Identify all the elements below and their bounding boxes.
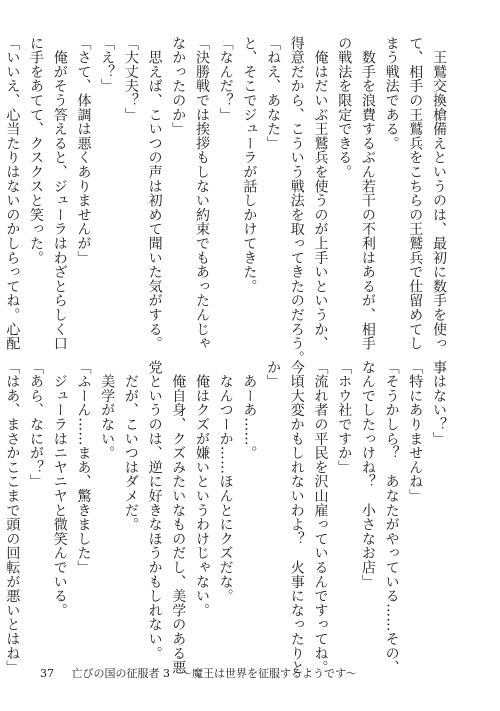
text-line: 「決勝戦では挨拶もしない約束でもあったんじゃ bbox=[193, 36, 210, 351]
text-line: 「ホウ社ですか」 bbox=[336, 360, 353, 475]
text-block-top bbox=[0, 36, 450, 365]
text-line: 「ねえ、あなた」 bbox=[265, 36, 282, 151]
text-line: なんでしたっけね？ 小さなお店」 bbox=[359, 360, 376, 589]
text-line: 「特にありませんね」 bbox=[407, 360, 424, 503]
book-title: 亡びの国の征服者 3 ～魔王は世界を征服するようです～ bbox=[71, 667, 357, 680]
text-line: て、相手の王鷲兵をこちらの王鷲兵で仕留めてし bbox=[407, 36, 424, 351]
text-line: 王鷲交換槍備えというのは、最初に数手を使っ bbox=[431, 36, 447, 351]
text-line: 「いいえ、心当たりはないのかしらってね。心配 bbox=[4, 36, 21, 351]
text-line: 事はない？」 bbox=[431, 360, 447, 446]
text-line: なんつーか……ほんとにクズだな。 bbox=[217, 360, 234, 604]
text-line: 俺はだいぶ王鷲兵を使うのが上手いというか、 bbox=[312, 36, 329, 351]
text-line: 今頃大変かもしれないわよ？ 火事になったりと bbox=[288, 360, 305, 675]
text-line: 俺がそう答えると、ジューラはわざとらしく口 bbox=[51, 36, 68, 351]
text-line: あーあ……。 bbox=[241, 360, 258, 461]
text-line: 数手を浪費するぶん若干の不利はあるが、相手 bbox=[359, 36, 376, 351]
text-line: 思えば、こいつの声は初めて聞いた気がする。 bbox=[146, 36, 163, 351]
text-line: と、そこでジューラが話しかけてきた。 bbox=[241, 36, 258, 294]
text-line: 「え？」 bbox=[99, 36, 116, 94]
text-line: の戦法を限定できる。 bbox=[336, 36, 353, 179]
text-line: 美学がない。 bbox=[99, 360, 116, 461]
text-line: 「ふーん……まあ、驚きました」 bbox=[75, 360, 92, 575]
text-line: なかったのか」 bbox=[170, 36, 187, 137]
text-line: 俺はクズが嫌いというわけじゃない。 bbox=[193, 360, 210, 618]
text-line: 「なんだ？」 bbox=[217, 36, 234, 122]
text-line: 「流れ者の平民を沢山雇っているんですってね。 bbox=[312, 360, 329, 675]
text-line: だが、こいつはダメだ。 bbox=[122, 360, 139, 532]
text-line: まう戦法である。 bbox=[383, 36, 400, 151]
page-footer bbox=[40, 665, 357, 681]
text-line: 俺自身、クズみたいなものだし、美学のある悪 bbox=[170, 360, 187, 675]
text-line: 「はあ、まさかここまで頭の回転が悪いとはね」 bbox=[4, 360, 21, 675]
text-line: 「そうかしら？ あなたがやっている……その、 bbox=[383, 360, 400, 675]
text-line: に手をあてて、クスクスと笑った。 bbox=[28, 36, 45, 265]
page-number: 37 bbox=[40, 667, 54, 680]
text-line: 得意だから、こういう戦法を取ってきたのだろう。 bbox=[288, 36, 305, 365]
text-line: 「さて、体調は悪くありませんが」 bbox=[75, 36, 92, 265]
text-line: 「大丈夫？」 bbox=[122, 36, 139, 122]
text-line: 「あら、なにが？」 bbox=[28, 360, 45, 489]
text-line: ジューラはニヤニヤと微笑んでいる。 bbox=[51, 360, 68, 618]
text-line: か」 bbox=[265, 360, 282, 389]
text-line: 党というのは、逆に好きなほうかもしれない。 bbox=[146, 360, 163, 661]
